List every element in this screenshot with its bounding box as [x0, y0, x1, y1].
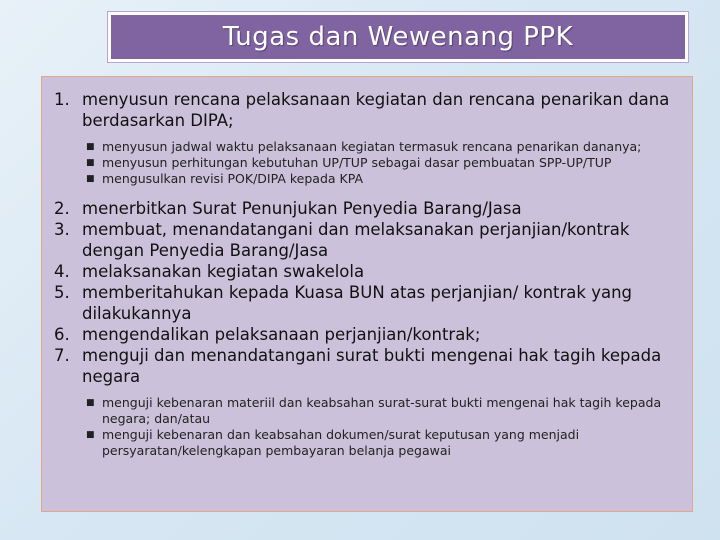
- item-text: menyusun rencana pelaksanaan kegiatan dan rencana penarikan dana berdasarkan DIPA;: [82, 90, 670, 130]
- title-banner: [108, 12, 688, 62]
- square-bullet-icon: ■: [86, 174, 95, 184]
- list-item-3: [54, 219, 682, 261]
- sub-item-text: menyusun perhitungan kebutuhan UP/TUP sebagai dasar pembuatan SPP-UP/TUP: [102, 155, 612, 170]
- sub-item: [86, 427, 682, 459]
- item-number: 4.: [54, 262, 70, 281]
- sub-item-text: mengusulkan revisi POK/DIPA kepada KPA: [102, 171, 364, 186]
- sub-item-text: menyusun jadwal waktu pelaksanaan kegiatan termasuk rencana penarikan dananya;: [102, 139, 642, 154]
- list-item-6: [54, 324, 682, 345]
- item-text: mengendalikan pelaksanaan perjanjian/kontrak;: [82, 325, 481, 344]
- item-text: menerbitkan Surat Penunjukan Penyedia Barang/Jasa: [82, 199, 522, 218]
- content-panel: [41, 76, 693, 512]
- sub-item: [86, 171, 682, 187]
- sub-item-text: menguji kebenaran dan keabsahan dokumen/surat keputusan yang menjadi persyaratan/kelengkapan pembayaran belanja pegawai: [102, 427, 580, 458]
- list-item-1: [54, 89, 682, 131]
- list-item-5: [54, 282, 682, 324]
- square-bullet-icon: ■: [86, 158, 95, 168]
- item-number: 2.: [54, 199, 70, 218]
- sub-item: [86, 139, 682, 155]
- item-number: 6.: [54, 325, 70, 344]
- slide-title: Tugas dan Wewenang PPK: [222, 22, 574, 52]
- item-number: 3.: [54, 220, 70, 239]
- sub-item-text: menguji kebenaran materiil dan keabsahan surat-surat bukti mengenai hak tagih kepada negara; dan/atau: [102, 395, 662, 426]
- square-bullet-icon: ■: [86, 430, 95, 440]
- square-bullet-icon: ■: [86, 142, 95, 152]
- item-number: 7.: [54, 346, 70, 365]
- sub-item: [86, 395, 682, 427]
- square-bullet-icon: ■: [86, 398, 95, 408]
- sub-item: [86, 155, 682, 171]
- sub-list-7: [86, 395, 682, 459]
- sub-list-1: [86, 139, 682, 187]
- list-item-7: [54, 345, 682, 387]
- list-item-2: [54, 198, 682, 219]
- item-number: 5.: [54, 283, 70, 302]
- item-text: memberitahukan kepada Kuasa BUN atas perjanjian/ kontrak yang dilakukannya: [82, 283, 633, 323]
- item-text: melaksanakan kegiatan swakelola: [82, 262, 365, 281]
- list-item-4: [54, 261, 682, 282]
- item-text: menguji dan menandatangani surat bukti mengenai hak tagih kepada negara: [82, 346, 662, 386]
- item-number: 1.: [54, 90, 70, 109]
- item-text: membuat, menandatangani dan melaksanakan perjanjian/kontrak dengan Penyedia Barang/Jasa: [82, 220, 630, 260]
